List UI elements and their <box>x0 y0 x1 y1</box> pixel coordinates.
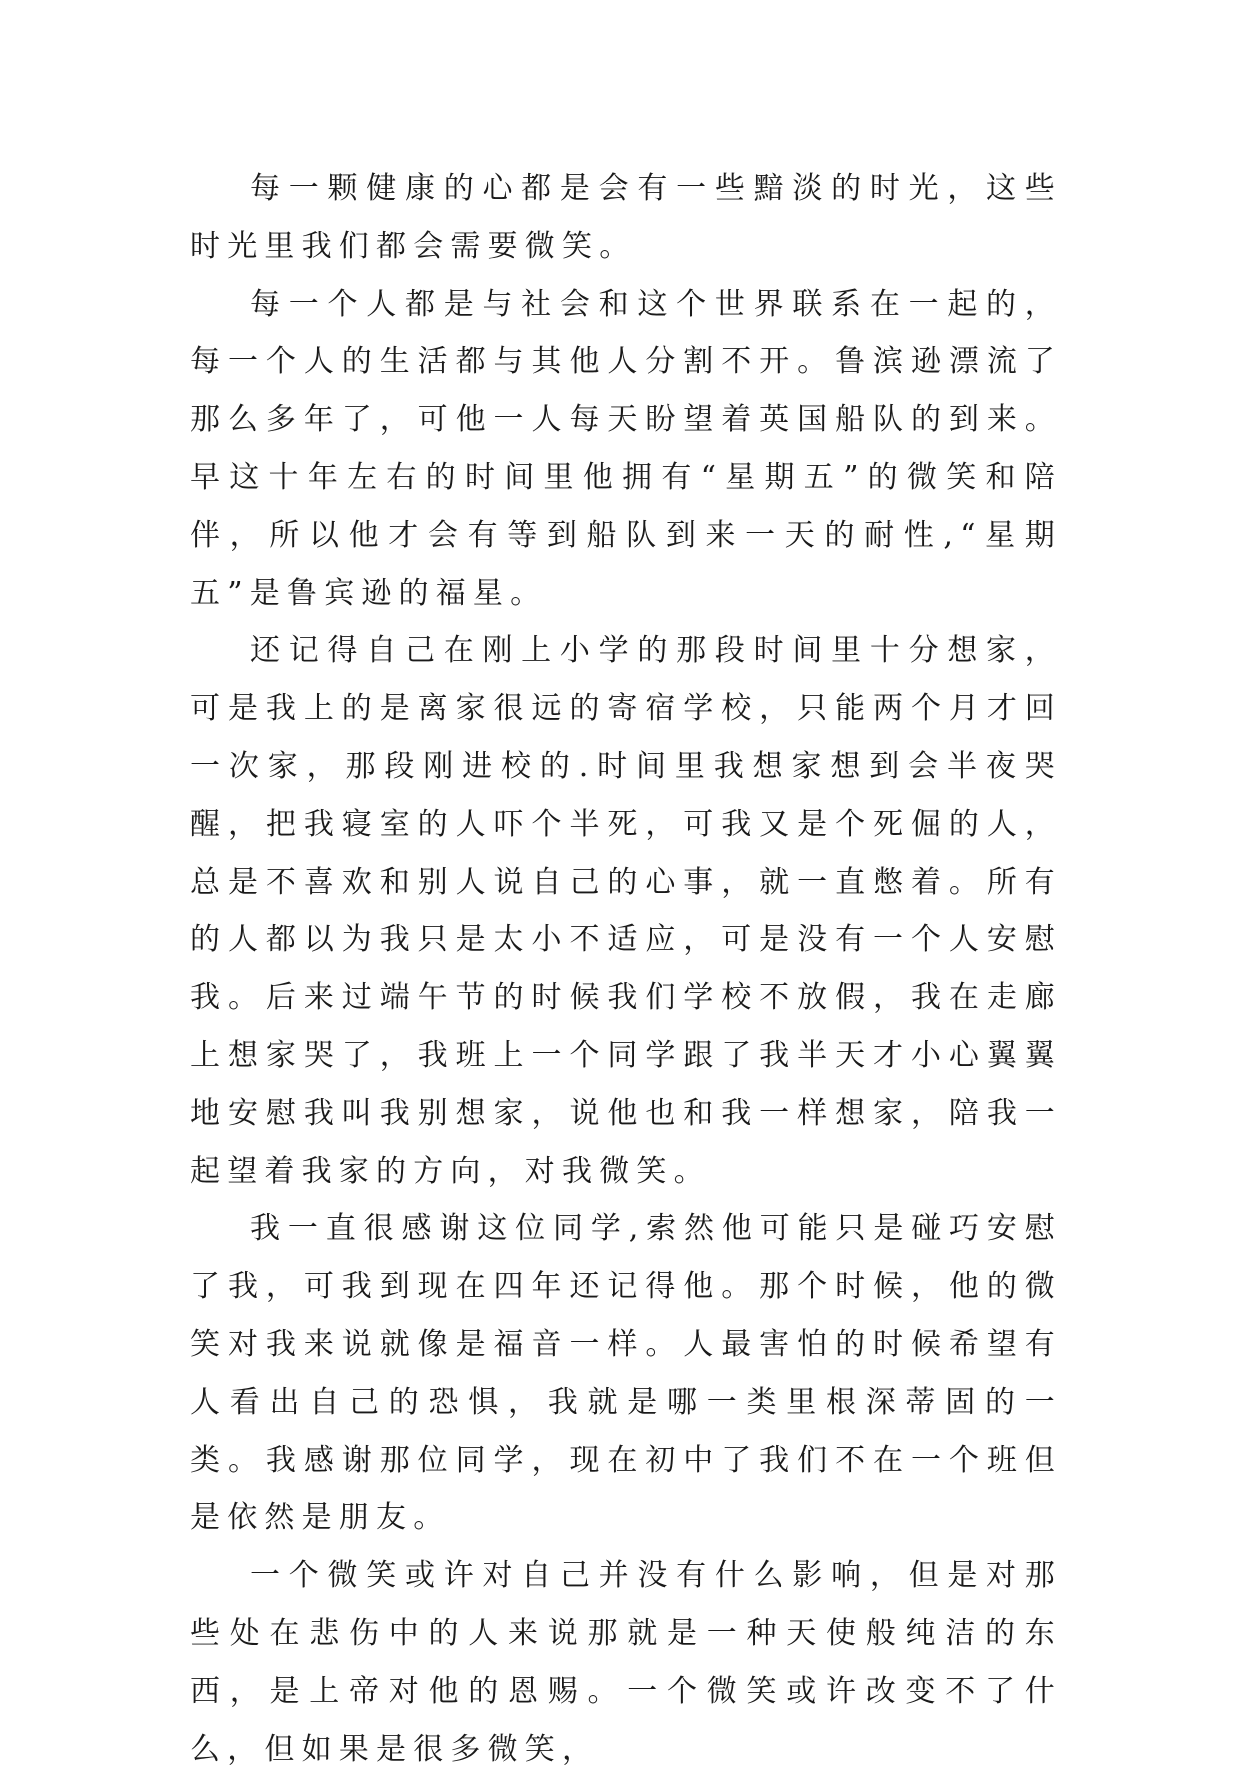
paragraph-2: 每一个人都是与社会和这个世界联系在一起的，每一个人的生活都与其他人分割不开。鲁滨逊漂流了那么多年了，可他一人每天盼望着英国船队的到来。早这十年左右的时间里他拥有“星期五”的微笑和陪伴，所以他才会有等到船队到来一天的耐性,“星期五”是鲁宾逊的福星。 <box>190 286 1062 611</box>
paragraph-3: 还记得自己在刚上小学的那段时间里十分想家，可是我上的是离家很远的寄宿学校，只能两个月才回一次家，那段刚进校的.时间里我想家想到会半夜哭醒，把我寝室的人吓个半死，可我又是个死倔的人，总是不喜欢和别人说自己的心事，就一直憋着。所有的人都以为我只是太小不适应，可是没有一个人安慰我。后来过端午节的时候我们学校不放假，我在走廊上想家哭了，我班上一个同学跟了我半天才小心翼翼地安慰我叫我别想家，说他也和我一样想家，陪我一起望着我家的方向，对我微笑。 <box>190 633 1062 1189</box>
paragraph-4: 我一直很感谢这位同学,索然他可能只是碰巧安慰了我，可我到现在四年还记得他。那个时候，他的微笑对我来说就像是福音一样。人最害怕的时候希望有人看出自己的恐惧，我就是哪一类里根深蒂固的一类。我感谢那位同学，现在初中了我们不在一个班但是依然是朋友。 <box>190 1211 1062 1536</box>
paragraph-1: 每一颗健康的心都是会有一些黯淡的时光，这些时光里我们都会需要微笑。 <box>190 171 1062 264</box>
paragraph-5: 一个微笑或许对自己并没有什么影响，但是对那些处在悲伤中的人来说那就是一种天使般纯洁的东西，是上帝对他的恩赐。一个微笑或许改变不了什么，但如果是很多微笑， <box>190 1558 1062 1767</box>
document-body <box>190 160 1062 1778</box>
